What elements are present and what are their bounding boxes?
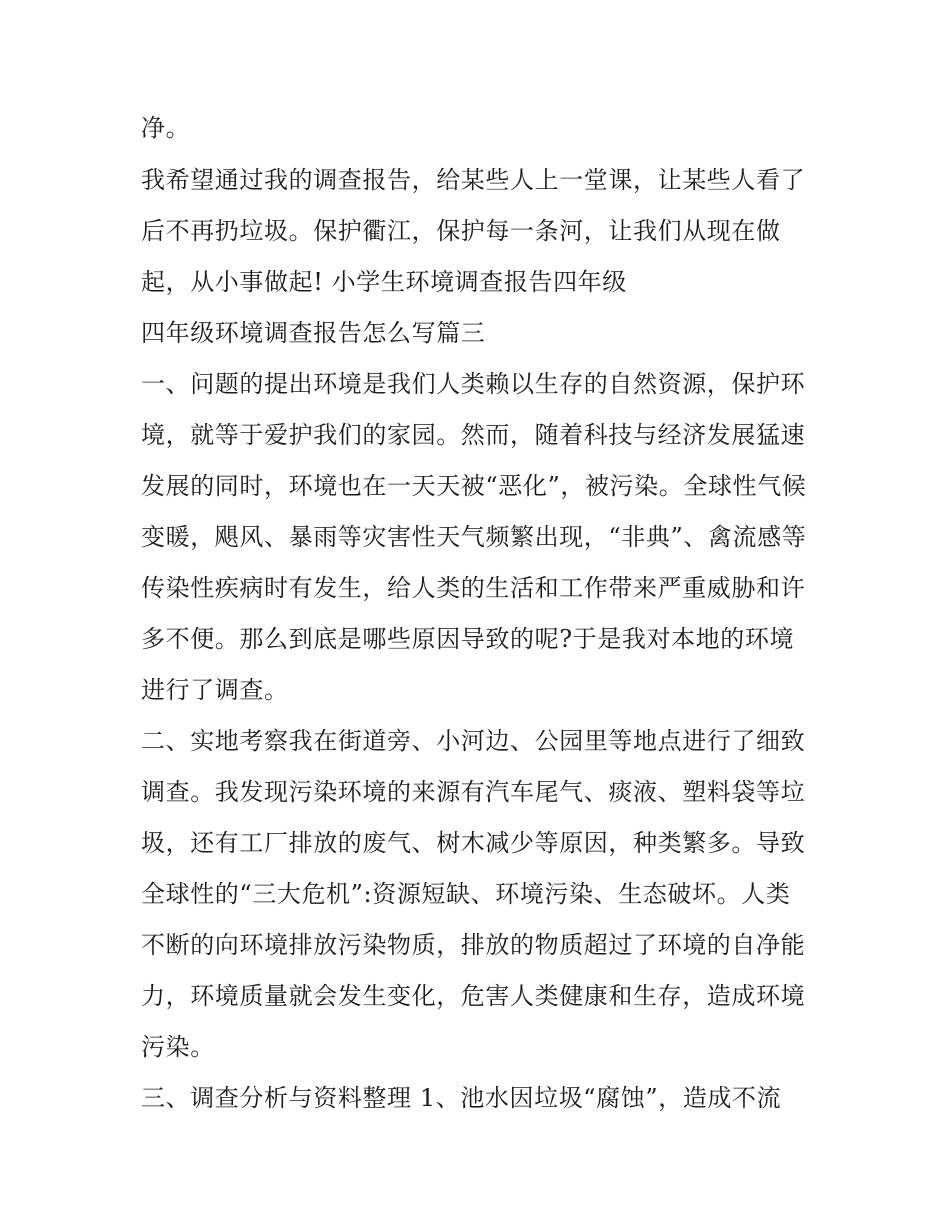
text-line: 全球性的“三大危机”:资源短缺、环境污染、生态破坏。人类 bbox=[141, 880, 791, 908]
text-line: 变暖，飓风、暴雨等灾害性天气频繁出现，“非典”、禽流感等 bbox=[141, 523, 807, 551]
text-line: 传染性疾病时有发生，给人类的生活和工作带来严重威胁和许 bbox=[141, 574, 806, 602]
text-line: 多不便。那么到底是哪些原因导致的呢?于是我对本地的环境 bbox=[141, 625, 795, 653]
text-line: 一、问题的提出环境是我们人类赖以生存的自然资源，保护环 bbox=[141, 370, 806, 398]
text-line: 三、调查分析与资料整理 1、池水因垃圾“腐蚀”，造成不流 bbox=[141, 1084, 782, 1112]
section-heading: 四年级环境调查报告怎么写篇三 bbox=[141, 319, 486, 347]
text-line: 起，从小事做起! 小学生环境调查报告四年级 bbox=[141, 268, 627, 296]
text-line: 我希望通过我的调查报告，给某些人上一堂课，让某些人看了 bbox=[141, 166, 806, 194]
text-line: 力，环境质量就会发生变化，危害人类健康和生存，造成环境 bbox=[141, 982, 806, 1010]
text-line: 圾，还有工厂排放的废气、树木减少等原因，种类繁多。导致 bbox=[141, 829, 806, 857]
text-line: 后不再扔垃圾。保护衢江，保护每一条河，让我们从现在做 bbox=[141, 217, 781, 245]
text-line: 污染。 bbox=[141, 1033, 215, 1061]
text-line: 境，就等于爱护我们的家园。然而，随着科技与经济发展猛速 bbox=[141, 421, 806, 449]
text-line: 二、实地考察我在街道旁、小河边、公园里等地点进行了细致 bbox=[141, 727, 806, 755]
text-line: 净。 bbox=[141, 114, 191, 142]
text-line: 调查。我发现污染环境的来源有汽车尾气、痰液、塑料袋等垃 bbox=[141, 778, 806, 806]
text-line: 进行了调查。 bbox=[141, 676, 289, 704]
text-line: 不断的向环境排放污染物质，排放的物质超过了环境的自净能 bbox=[141, 931, 806, 959]
text-line: 发展的同时，环境也在一天天被“恶化”，被污染。全球性气候 bbox=[141, 472, 807, 500]
